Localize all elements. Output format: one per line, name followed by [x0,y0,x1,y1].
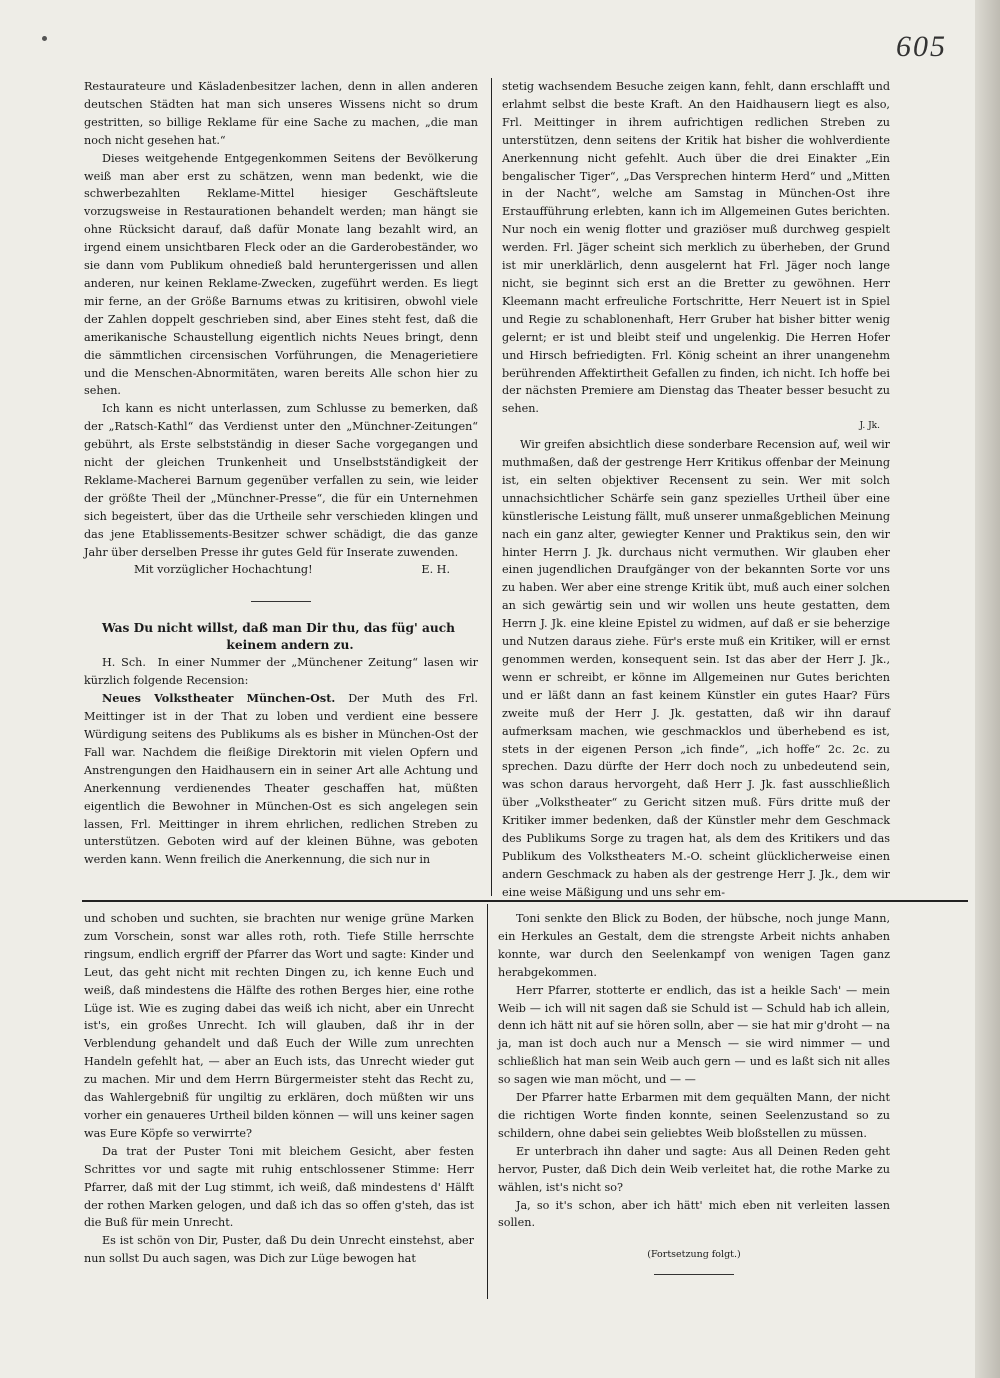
paragraph: Da trat der Puster Toni mit bleichem Gesicht, aber festen Schrittes vor und sagte mit ruhig entschlossener Stimme: Herr Pfarrer, daß mit der Lug stimmt, ich weiß, daß mindestens d' Hälft der rothen Marken gelogen, und daß ich das so offen g'steh, das ist die Buß für mein Unrecht. [84,1144,474,1230]
short-rule [251,601,311,602]
short-rule [654,1274,734,1275]
paragraph-text: In einer Nummer der „Münchener Zeitung“ lasen wir kürzlich folgende Recension: [84,656,478,688]
paragraph: Er unterbrach ihn daher und sagte: Aus all Deinen Reden geht hervor, Puster, daß Dich dein Weib verleitet hat, die rothe Marke zu wählen, ist's nicht so? [498,1144,890,1194]
headline-line: Was Du nicht willst, daß man Dir thu, das füg' auch [102,621,455,636]
book-spine [975,0,1000,1378]
paragraph: Herr Pfarrer, stotterte er endlich, das ist a heikle Sach' — mein Weib — ich will nit sagen daß sie Schuld ist — Schuld hab ich allein, denn ich hätt nit auf sie hören solln, aber — sie hat mir g'droht — na ja, man ist doch auch nur a Mensch — sie wird nimmer — und schließlich hat man sein Weib auch gern — und es laßt sich nit alles so sagen wie man möcht, und — — [498,983,890,1087]
paragraph: Restaurateure und Käsladenbesitzer lachen, denn in allen anderen deutschen Städten hat man sich unseres Wissens nicht so drum gestritten, so billige Reklame für eine Sache zu machen, „die man noch nicht gesehen hat.“ [84,80,478,147]
paragraph: und schoben und suchten, sie brachten nur wenige grüne Marken zum Vorschein, sonst war alles roth, roth. Tiefe Stille herrschte ringsum, endlich ergriff der Pfarrer das Wort und sagte: Kinder und Leut, das geht nicht mit rechten Dingen zu, ich kenne Euch und weiß, daß mindestens die Hälfte des rothen Berges hier, eine rothe Lüge ist. Wie es zuging dabei das weiß ich nicht, aber ein Unrecht ist's, ein großes Unrecht. Ich will glauben, daß ihr in der Verblendung gehandelt und daß Euch der Wille zum unrechten Handeln gefehlt hat, — aber an Euch ists, das Unrecht wieder gut zu machen. Mir und dem Herrn Bürgermeister steht das Recht zu, das Wahlergebniß für ungiltig zu erklären, doch müßten wir uns vorher ein genaueres Urtheil bilden können — will uns keiner sagen was Eure Köpfe so verwirrte? [84,912,474,1140]
bottom-right-column [498,910,890,1285]
bottom-left-column [84,910,474,1268]
article-headline [84,620,478,654]
paragraph: Es ist schön von Dir, Puster, daß Du dein Unrecht einstehst, aber nun sollst Du auch sagen, was Dich zur Lüge bewogen hat [84,1234,474,1266]
top-left-column [84,78,478,869]
paragraph: Wir greifen absichtlich diese sonderbare Recension auf, weil wir muthmaßen, daß der gestrenge Herr Kritikus offenbar der Meinung ist, ein selten objektiver Recensent zu sein. Wer mit solch unnachsichtlicher Schärfe sein ganz spezielles Urtheil über eine künstlerische Leistung fällt, muß unserer unmaßgeblichen Meinung nach ein ganz alter, gewiegter Kenner und Praktikus sein, den wir hinter Herrn J. Jk. durchaus nicht vermuthen. Wir glauben eher einen jugendlichen Draufgänger von der bekannten Sorte vor uns zu haben. Wer aber eine strenge Kritik übt, muß auch einer solchen an sich gewärtig sein und wir wollen uns heute gestatten, dem Herrn J. Jk. eine kleine Epistel zu widmen, auf daß er sie beherzige und Nutzen daraus ziehe. Für's erste muß ein Kritiker, will er ernst genommen werden, konsequent sein. Ist das aber der Herr J. Jk., wenn er schreibt, er könne im Allgemeinen nur Gutes berichten und er läßt dann an fast keinem Künstler ein gutes Haar? Fürs zweite muß der Herr J. Jk. gestatten, daß wir ihn darauf aufmerksam machen, wie geschmacklos und überhebend es ist, stets in der eigenen Person „ich finde“, „ich hoffe“ 2c. 2c. zu sprechen. Dazu dürfte der Herr doch noch zu unbedeutend sein, was schon daraus hervorgeht, daß Herr J. Jk. fast ausschließlich über „Volkstheater“ zu Gericht sitzen muß. Fürs dritte muß der Kritiker immer bedenken, daß der Künstler mehr dem Geschmack des Publikums Sorge zu tragen hat, als dem des Kritikers und das Publikum des Volkstheaters M.-O. scheint glücklicherweise einen andern Geschmack zu haben als der gestrenge Herr J. Jk., dem wir eine weise Mäßigung und uns sehr em- [502,438,890,899]
continued-note: (Fortsetzung folgt.) [647,1249,741,1261]
paragraph: stetig wachsendem Besuche zeigen kann, fehlt, dann erschlafft und erlahmt selbst die beste Kraft. An den Haidhausern liegt es also, Frl. Meittinger in ihrem aufrichtigen redlichen Streben zu unterstützen, denn seitens der Kritik hat bisher die wohlverdiente Anerkennung nicht gefehlt. Auch über die drei Einakter „Ein bengalischer Tiger“, „Das Versprechen hinterm Herd“ und „Mitten in der Nacht“, welche am Samstag in München-Ost ihre Erstaufführung erlebten, kann ich im Allgemeinen Gutes berichten. Nur noch ein wenig flotter und graziöser muß durchweg gespielt werden. Frl. Jäger scheint sich merklich zu überheben, der Grund ist mir unerklärlich, denn ausgelernt hat Frl. Jäger noch lange nicht, sie beginnt sich erst an die Bretter zu gewöhnen. Herr Kleemann macht erfreuliche Fortschritte, Herr Neuert ist in Spiel und Regie zu schablonenhaft, Herr Gruber hat bisher bitter wenig gelernt; er ist und bleibt steif und ungelenkig. Die Herren Hofer und Hirsch befriedigten. Frl. König scheint an ihrer unangenehm berührenden Affektirtheit Gefallen zu finden, ich nicht. Ich hoffe bei der nächsten Premiere am Dienstag das Theater besser besucht zu sehen. [502,80,890,416]
ink-dot [42,36,47,41]
top-right-column [502,78,890,902]
bottom-column-divider [487,904,488,1299]
paragraph [84,654,478,690]
review-signature: J. Jk. [859,421,880,432]
headline-line: keinem andern zu. [226,638,354,653]
paragraph: Ja, so it's schon, aber ich hätt' mich eben nit verleiten lassen sollen. [498,1198,890,1230]
paragraph [84,690,478,869]
paragraph: Der Pfarrer hatte Erbarmen mit dem gequälten Mann, der nicht die richtigen Worte finden konnte, seinen Seelenzustand so zu schildern, ohne dabei sein geliebtes Weib bloßstellen zu müssen. [498,1091,890,1140]
review-title: Neues Volkstheater München-Ost. [102,691,336,706]
signature: E. H. [421,563,450,577]
top-column-divider [491,78,492,896]
paragraph: Ich kann es nicht unterlassen, zum Schlusse zu bemerken, daß der „Ratsch-Kathl“ das Verdienst unter den „Münchner-Zeitungen“ gebührt, als Erste selbstständig in dieser Sache vorgegangen und nicht der gleichen Trunkenheit und Unselbstständigkeit der Reklame-Macherei Barnum gegenüber verfallen zu sein, wie leider der größte Theil der „Münchner-Presse“, die für ein Unternehmen sich begeistert, über das die Urtheile sehr verschieden klingen und das jene Etablissements-Besitzer schwer schädigt, die das ganze Jahr über derselben Presse ihr gutes Geld für Inserate zuwenden. [84,402,478,559]
closing-text: Mit vorzüglicher Hochachtung! [134,563,313,577]
paragraph: Dieses weitgehende Entgegenkommen Seitens der Bevölkerung weiß man aber erst zu schätzen, wenn man bedenkt, wie die schwerbezahlten Reklame-Mittel hiesiger Geschäftsleute vorzugsweise in Restaurationen behandelt werden; man hängt sie ohne Rücksicht darauf, daß dafür Monate lang bezahlt wird, an irgend einem unsichtbaren Fleck oder an die Garderobeständer, wo sie dann vom Publikum ohnedieß bald heruntergerissen und allen anderen, nur keinen Reklame-Zwecken, zugeführt werden. Es liegt mir ferne, an der Größe Barnums etwas zu kritisiren, obwohl viele der Zahlen doppelt geschrieben sind, aber Eines steht fest, daß die amerikanische Schaustellung eigentlich nichts Neues bringt, denn die sämmtlichen circensischen Vorführungen, die Menagerietiere und die Menschen-Abnormitäten, waren bereits Alle schon hier zu sehen. [84,151,478,398]
author-initials: H. Sch. [102,656,146,670]
paragraph: Toni senkte den Blick zu Boden, der hübsche, noch junge Mann, ein Herkules an Gestalt, dem die strengste Arbeit nichts anhaben konnte, war durch den Seelenkampf von wenigen Tagen ganz herabgekommen. [498,912,890,979]
page-number: 605 [896,30,947,63]
letter-closing [84,561,478,579]
paragraph-text: Der Muth des Frl. Meittinger ist in der That zu loben und verdient eine bessere Würdigung seitens des Publikums als es bisher in München-Ost der Fall war. Nachdem die fleißige Direktorin mit vielen Opfern und Anstrengungen den Haidhausern ein in seiner Art alle Achtung und Anerkennung verdienendes Theater geschaffen hat, müßten eigentlich die Bewohner in München-Ost es sich angelegen sein lassen, Frl. Meittinger in ihrem ehrlichen, redlichen Streben zu unterstützen. Geboten wird auf der kleinen Bühne, was geboten werden kann. Wenn freilich die Anerkennung, die sich nur in [84,692,478,867]
